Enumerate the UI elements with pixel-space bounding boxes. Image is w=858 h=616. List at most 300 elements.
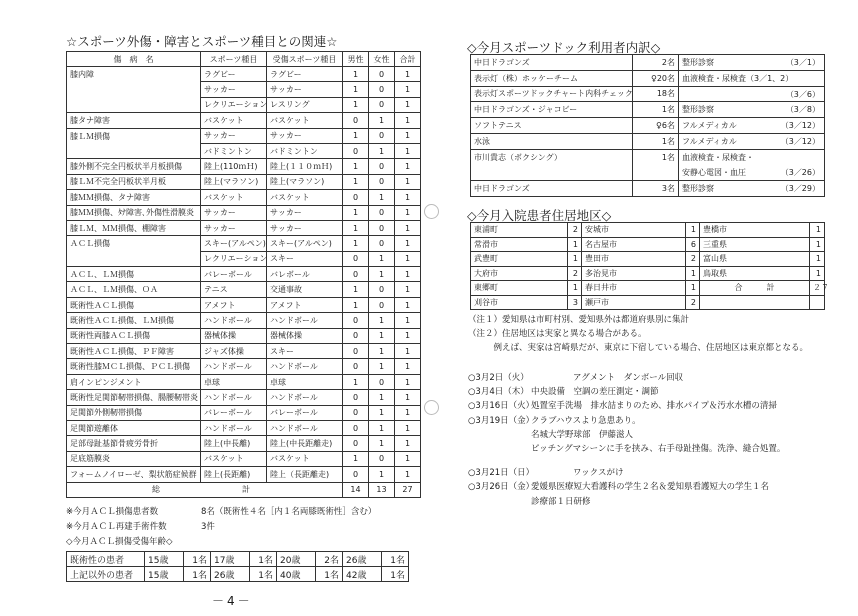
total-count: 1 [395,236,421,251]
event-text: 中央設備 空調の差圧測定・調節 [531,387,659,398]
male-count: 0 [343,143,369,158]
dock-exam [679,102,825,118]
dock-exam-text: 整形診察 [682,105,714,115]
dock-count: 2名 [633,55,679,71]
dock-exam [679,55,825,71]
residence-area: 武豊町 [471,252,568,267]
injury-sport: スキー [267,344,343,359]
total-count: 1 [395,420,421,435]
female-count: 1 [369,420,395,435]
header-female: 女性 [369,52,395,67]
dock-exam [679,86,825,102]
dock-name: 中日ドラゴンズ [471,55,633,71]
age-count: 1名 [316,567,343,582]
punch-hole-top [424,204,439,219]
female-count: 1 [369,467,395,482]
injury-name: 既術性足関節靭帯損傷、腸腰靭帯炎 [67,390,201,405]
residence-area: 春日井市 [582,281,686,296]
female-count: 0 [369,128,395,143]
total-count: 1 [395,344,421,359]
female-count: 1 [369,344,395,359]
age-value: 26歳 [343,552,382,567]
male-count: 1 [343,67,369,82]
injury-row [67,297,421,312]
age-value: 40歳 [277,567,316,582]
injury-sport: 交通事故 [267,282,343,297]
injury-name: 足底筋膜炎 [67,451,201,466]
injury-sport: 陸上(１１０ｍＨ) [267,159,343,174]
injury-name: 既術性ＡＣＬ損傷、ＬＭ損傷 [67,313,201,328]
total-count: 1 [395,82,421,97]
acl-patients-label: ※今月ＡＣＬ損傷患者数 [66,507,159,517]
residence-area [700,295,810,310]
total-male: 14 [343,482,369,497]
injury-row [67,359,421,374]
injury-row [67,390,421,405]
dock-count: 18名 [633,86,679,102]
male-count: 0 [343,436,369,451]
injury-sport: サッカー [267,82,343,97]
injury-name: ＡＣＬ、ＬＭ損傷 [67,267,201,282]
residence-count: 3 [568,295,582,310]
injury-row [67,420,421,435]
residence-area: 名古屋市 [582,237,686,252]
injury-row [67,251,421,266]
residence-count: 1 [568,281,582,296]
sport: バスケット [201,451,267,466]
injury-sport: 器械体操 [267,328,343,343]
dock-exam-text: 血液検査・尿検査・ [682,152,754,162]
total-label-2: 計 [242,484,250,494]
male-count: 1 [343,451,369,466]
dock-exam-text: フルメディカル [682,136,737,146]
total-count: 1 [395,220,421,235]
total-count: 1 [395,159,421,174]
injury-name: 既術性両膝ＡＣＬ損傷 [67,328,201,343]
injury-row [67,313,421,328]
residence-title: ◇今月入院患者住居地区◇ [467,208,612,223]
event-date: ○3月4日（木） [468,387,529,398]
dock-exam [679,149,825,165]
total-count: 1 [395,282,421,297]
event-text: 愛媛県医療短大看護科の学生２名＆愛知県看護短大の学生１名 [531,482,770,493]
injury-name: 肩インピンジメント [67,374,201,389]
event-text: アグメント ダンボール回収 [573,373,684,383]
event-date: ○3月2日（火） [468,373,529,383]
total-count: 1 [395,205,421,220]
dock-date: （3／26） [780,168,820,178]
male-count: 1 [343,97,369,112]
page-number: －4－ [212,594,253,608]
residence-count: 2 [568,223,582,238]
male-count: 1 [343,159,369,174]
sport: サッカー [201,82,267,97]
female-count: 1 [369,359,395,374]
residence-count: 1 [686,266,700,281]
dock-row [471,86,825,102]
total-count: 1 [395,390,421,405]
female-count: 0 [369,220,395,235]
dock-title: ◇今月スポーツドック利用者内訳◇ [467,40,661,55]
female-count: 1 [369,190,395,205]
total-count: 1 [395,251,421,266]
male-count: 0 [343,267,369,282]
dock-row [471,149,825,165]
sport: サッカー [201,205,267,220]
header-total: 合計 [395,52,421,67]
total-count: 1 [395,190,421,205]
dock-exam-text: 安静心電図・血圧 [682,168,746,178]
dock-date: （3／29） [780,184,820,194]
female-count: 1 [369,436,395,451]
total-count: 1 [395,67,421,82]
sport: ラグビー [201,67,267,82]
residence-table [470,222,829,310]
residence-notes [468,313,808,355]
injury-total-row [67,482,421,497]
punch-hole-bottom [424,400,439,415]
note-2: （注２）住居地区は実家と異なる場合がある。 [468,329,647,339]
total-count: 1 [395,359,421,374]
sport: アメフト [201,297,267,312]
residence-count: 1 [810,266,825,281]
sport: 陸上(110ｍＨ) [201,159,267,174]
residence-row [471,252,825,267]
dock-exam [679,70,825,86]
total-count: 1 [395,267,421,282]
male-count: 1 [343,236,369,251]
male-count: 0 [343,328,369,343]
injury-sport: 陸上(中長距離走) [267,436,343,451]
total-count: 1 [395,313,421,328]
age-row [67,567,409,582]
dock-date: （3／6） [785,89,820,99]
injury-row [67,67,421,82]
header-injury-name: 傷 病 名 [67,52,201,67]
total-count: 1 [395,374,421,389]
dock-count [633,165,679,181]
dock-name: ソフトテニス [471,118,633,134]
male-count: 1 [343,220,369,235]
note-3: 例えば、実家は宮崎県だが、東京に下宿している場合、住居地区は東京都となる。 [468,343,809,353]
residence-area: 合 計 [700,281,810,296]
male-count: 0 [343,313,369,328]
injury-row [67,282,421,297]
residence-count: 2 [686,252,700,267]
dock-table [470,54,825,197]
dock-row [471,118,825,134]
injury-sport: バドミントン [267,143,343,158]
injury-row [67,128,421,143]
residence-row [471,237,825,252]
dock-name: 表示灯スポーツドックチャート内科チェック [471,86,633,102]
residence-count: 1 [810,237,825,252]
age-title: ◇今月ＡＣＬ損傷受傷年齢◇ [66,537,173,547]
injury-name [67,82,201,97]
sport: バレーボール [201,267,267,282]
sport: レクリエーション [201,97,267,112]
injury-name: 膝ＬＭ損傷 [67,128,201,143]
injury-row [67,344,421,359]
age-value: 26歳 [211,567,250,582]
residence-row [471,266,825,281]
residence-area: 東郷町 [471,281,568,296]
event-text: クラブハウスより急患あり。 [531,415,641,426]
age-row-label: 既術性の患者 [67,552,145,567]
dock-row [471,70,825,86]
dock-date: （3／1） [785,58,820,67]
injury-row [67,113,421,128]
male-count: 1 [343,374,369,389]
dock-name [471,165,633,181]
injury-name: 既術性ＡＣＬ損傷 [67,297,201,312]
dock-exam-text: フルメディカル [682,121,737,131]
injury-row [67,236,421,251]
injury-name: 膝外側不完全円板状半月板損傷 [67,159,201,174]
event-text: ピッチングマシーンに手を挟み、右手母趾挫傷。洗浄、縫合処置。 [531,443,786,454]
residence-area: 豊橋市 [700,223,810,238]
residence-count: 1 [686,281,700,296]
dock-exam-text: 血液検査・尿検査（3／1、2） [682,73,794,83]
age-value: 15歳 [145,552,184,567]
female-count: 1 [369,405,395,420]
injury-sport: スキー(アルペン) [267,236,343,251]
female-count: 0 [369,451,395,466]
total-count: 1 [395,97,421,112]
residence-count: 1 [568,252,582,267]
age-value: 15歳 [145,567,184,582]
sport: ハンドボール [201,420,267,435]
age-value: 42歳 [343,567,382,582]
sport: 器械体操 [201,328,267,343]
age-count: 1名 [184,567,211,582]
residence-area: 豊田市 [582,252,686,267]
injury-sport: サッカー [267,220,343,235]
sport: 陸上(中長離) [201,436,267,451]
acl-age-table [66,551,409,582]
injury-sport: バレーボール [267,405,343,420]
total-count: 1 [395,174,421,189]
female-count: 1 [369,313,395,328]
residence-area: 刈谷市 [471,295,568,310]
sport: ハンドボール [201,359,267,374]
dock-exam [679,133,825,149]
total-count: 1 [395,467,421,482]
female-count: 1 [369,267,395,282]
event-text: 名城大学野球部 伊藤滋人 [531,429,634,440]
injury-sport: 陸上(マラソン) [267,174,343,189]
total-count: 1 [395,128,421,143]
female-count: 1 [369,251,395,266]
male-count: 1 [343,297,369,312]
injury-row [67,405,421,420]
injury-row [67,143,421,158]
total-count: 1 [395,297,421,312]
residence-count: 6 [686,237,700,252]
total-count: 1 [395,405,421,420]
total-all: 27 [395,482,421,497]
female-count: 0 [369,159,395,174]
residence-area: 瀬戸市 [582,295,686,310]
residence-count: 1 [810,252,825,267]
injury-name: 膝内障 [67,67,201,82]
acl-surgery-label: ※今月ＡＣＬ再建手術件数 [66,522,167,532]
residence-area: 大府市 [471,266,568,281]
age-count: 1名 [382,567,409,582]
residence-area: 常滑市 [471,237,568,252]
event-date: ○3月16日（火） [468,401,535,412]
injury-name: 膝ＬＭ不完全円板状半月板 [67,174,201,189]
dock-exam [679,181,825,197]
injury-sport: ハンドボール [267,420,343,435]
age-row-label: 上記以外の患者 [67,567,145,582]
dock-date: （3／12） [780,136,820,146]
female-count: 1 [369,143,395,158]
male-count: 0 [343,359,369,374]
sport: 陸上(長距離) [201,467,267,482]
injury-name [67,97,201,112]
total-count: 1 [395,451,421,466]
residence-row [471,281,825,296]
male-count: 0 [343,251,369,266]
dock-count: 1名 [633,102,679,118]
female-count: 0 [369,282,395,297]
sport: ハンドボール [201,390,267,405]
event-date: ○3月19日（金） [468,415,535,426]
event-date: ○3月21日（日） [468,468,535,479]
injury-sport: サッカー [267,128,343,143]
dock-count: 1名 [633,149,679,165]
injury-name: 膝タナ障害 [67,113,201,128]
total-count: 1 [395,436,421,451]
age-row [67,552,409,567]
injury-name: ＡＣＬ損傷 [67,236,201,251]
event-text: ワックスがけ [573,468,624,479]
residence-row [471,295,825,310]
injury-sport: ラグビー [267,67,343,82]
dock-name: 表示灯（株）ホッケーチーム [471,70,633,86]
dock-count: 3名 [633,181,679,197]
injury-name: フォームノイローゼ、梨状筋症候群 [67,467,201,482]
injury-sport: バスケット [267,113,343,128]
age-value: 17歳 [211,552,250,567]
sport: バスケット [201,113,267,128]
injury-row [67,220,421,235]
total-count: 1 [395,328,421,343]
header-male: 男性 [343,52,369,67]
male-count: 0 [343,344,369,359]
header-sport: スポーツ種目 [201,52,267,67]
injury-name [67,143,201,158]
age-value: 20歳 [277,552,316,567]
dock-name: 中日ドラゴンズ・ジャコビー [471,102,633,118]
injury-table-title: ☆スポーツ外傷・障害とスポーツ種目との関連☆ [66,34,338,49]
injury-table [66,51,421,498]
age-count: 1名 [250,567,277,582]
female-count: 1 [369,390,395,405]
dock-name: 水泳 [471,133,633,149]
sport: 陸上(マラソン) [201,174,267,189]
dock-name: 中日ドラゴンズ [471,181,633,197]
female-count: 0 [369,82,395,97]
injury-row [67,205,421,220]
total-female: 13 [369,482,395,497]
male-count: 0 [343,467,369,482]
injury-row [67,159,421,174]
injury-sport: ハンドボール [267,359,343,374]
injury-name: 足関節遊離体 [67,420,201,435]
injury-name [67,251,201,266]
event-text: 処置室手洗場 排水詰まりのため、排水パイプ＆汚水水槽の清掃 [531,401,777,412]
injury-name: 足関節外側靭帯損傷 [67,405,201,420]
male-count: 1 [343,282,369,297]
injury-name: 膝ＭＭ損傷、タナ障害 [67,190,201,205]
dock-exam [679,165,825,181]
sport: 卓球 [201,374,267,389]
female-count: 1 [369,113,395,128]
female-count: 0 [369,97,395,112]
female-count: 0 [369,174,395,189]
female-count: 0 [369,297,395,312]
injury-name: 既術性ＡＣＬ損傷、ＰＦ障害 [67,344,201,359]
male-count: 0 [343,113,369,128]
dock-date: （3／8） [785,105,820,115]
dock-date: （3／12） [780,121,820,131]
dock-row [471,165,825,181]
injury-row [67,436,421,451]
dock-exam-text: 整形診察 [682,57,714,67]
male-count: 1 [343,82,369,97]
residence-count: 2 [686,295,700,310]
sport: スキー(アルペン) [201,236,267,251]
injury-sport: 陸上（長距離走) [267,467,343,482]
age-count: 1名 [382,552,409,567]
note-1: （注１）愛知県は市町村別、愛知県外は都道府県別に集計 [468,315,690,325]
injury-sport: ハンドボール [267,313,343,328]
dock-count: ♀6名 [633,118,679,134]
injury-name: ＡＣＬ、ＬＭ損傷、ＯＡ [67,282,201,297]
total-label-1: 総 [152,484,160,494]
residence-area: 鳥取県 [700,266,810,281]
sport: バスケット [201,190,267,205]
injury-name: 足部母趾基節骨疲労骨折 [67,436,201,451]
female-count: 0 [369,67,395,82]
male-count: 0 [343,190,369,205]
age-count: 2名 [316,552,343,567]
injury-row [67,82,421,97]
injury-row [67,174,421,189]
sport: サッカー [201,128,267,143]
injury-row [67,267,421,282]
female-count: 0 [369,205,395,220]
dock-name: 市川貴志（ボクシング） [471,149,633,165]
dock-row [471,181,825,197]
event-text: 診療部１日研修 [531,496,591,507]
acl-patients-value: 8名（既術性４名［内１名両膝既術性］含む） [201,507,377,517]
sport: サッカー [201,220,267,235]
age-count: 1名 [184,552,211,567]
residence-row [471,223,825,238]
residence-count: 1 [686,223,700,238]
event-date: ○3月26日（金） [468,482,535,493]
male-count: 1 [343,128,369,143]
injury-name: 膝ＬＭ、ＭＭ損傷、棚障害 [67,220,201,235]
injury-table-header [67,52,421,67]
sport: レクリエーション [201,251,267,266]
residence-count: 2 [568,266,582,281]
dock-exam [679,118,825,134]
dock-count: ♀20名 [633,70,679,86]
